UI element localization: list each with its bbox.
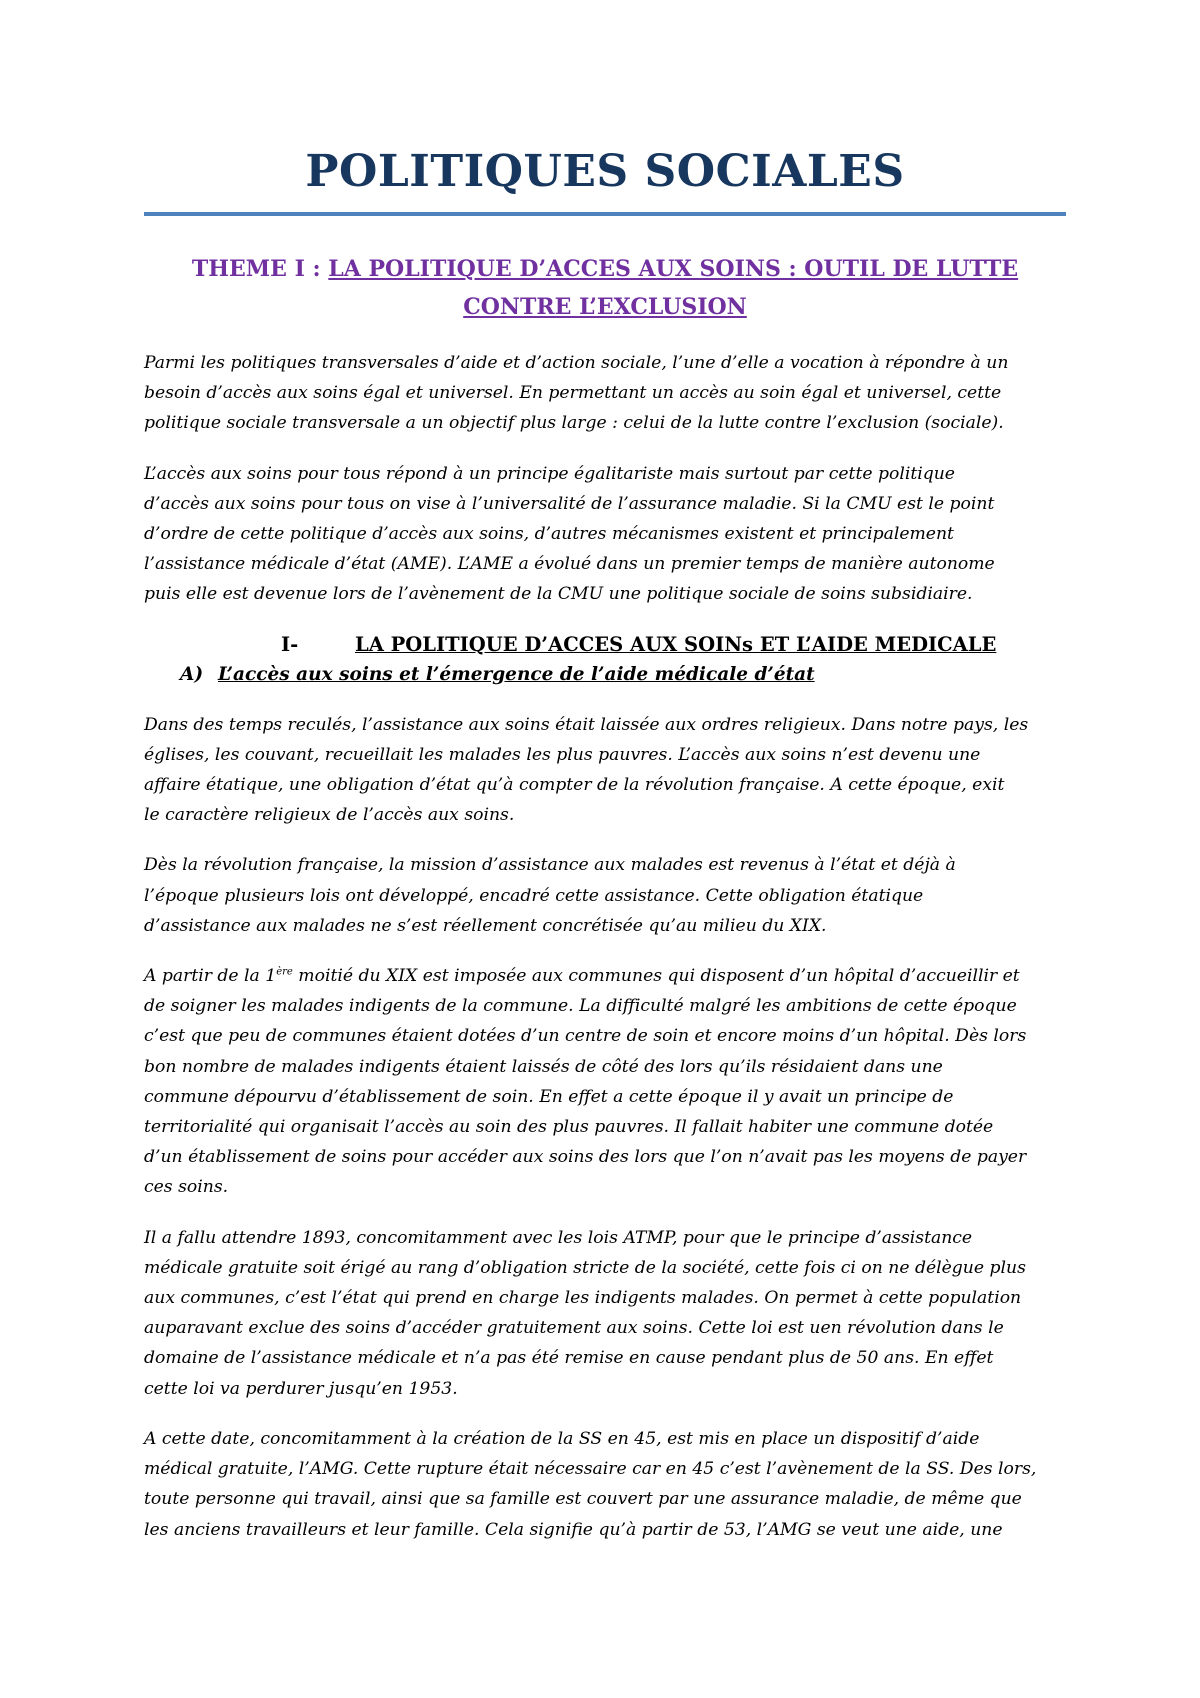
text-line: ces soins. — [144, 1177, 229, 1198]
text-line: Parmi les politiques transversales d’aide et d’action sociale, l’une d’elle a vocation à répondre à un — [144, 353, 1009, 373]
body-paragraph-2 — [144, 850, 1066, 941]
subsection-heading — [144, 660, 1066, 690]
theme-heading — [144, 250, 1066, 326]
text-line: médicale gratuite soit érigé au rang d’obligation stricte de la société, cette fois ci on ne délègue plus — [144, 1257, 1026, 1278]
text-line: aux communes, c’est l’état qui prend en charge les indigents malades. On permet à cette population — [144, 1288, 1022, 1309]
text-line: Dans des temps reculés, l’assistance aux soins était laissée aux ordres religieux. Dans notre pays, les — [144, 714, 1029, 735]
subsection-title: L’accès aux soins et l’émergence de l’aide médicale d’état — [218, 663, 815, 685]
text-line: A cette date, concomitamment à la création de la SS en 45, est mis en place un dispositif d’aide — [144, 1428, 980, 1449]
text-line: d’accès aux soins pour tous on vise à l’universalité de l’assurance maladie. Si la CMU est le point — [144, 493, 995, 514]
theme-title-line-2: CONTRE L’EXCLUSION — [463, 294, 747, 320]
text-line: commune dépourvu d’établissement de soin. En effet a cette époque il y avait un principe de — [144, 1086, 954, 1107]
text-line: d’assistance aux malades ne s’est réellement concrétisée qu’au milieu du XIX. — [144, 915, 827, 936]
intro-paragraph-2 — [144, 459, 1066, 610]
text-line: d’un établissement de soins pour accéder aux soins des lors que l’on n’avait pas les moyens de payer — [144, 1147, 1027, 1168]
text-line: L’accès aux soins pour tous répond à un principe égalitariste mais surtout par cette politique — [144, 463, 955, 484]
superscript: ère — [276, 966, 293, 978]
text-line: besoin d’accès aux soins égal et universel. En permettant un accès au soin égal et universel, cette — [144, 383, 1002, 404]
text-line — [144, 961, 1066, 991]
body-paragraph-5 — [144, 1424, 1066, 1545]
text-line: politique sociale transversale a un objectif plus large : celui de la lutte contre l’exclusion (sociale). — [144, 413, 1004, 434]
text-line: l’assistance médicale d’état (AME). L’AME a évolué dans un premier temps de manière autonome — [144, 554, 995, 575]
text-line: affaire étatique, une obligation d’état qu’à compter de la révolution française. A cette époque, exit — [144, 775, 1005, 796]
intro-paragraph-1 — [144, 348, 1066, 439]
text-line: églises, les couvant, recueillait les malades les plus pauvres. L’accès aux soins n’est devenu une — [144, 744, 981, 765]
text-line: médical gratuite, l’AMG. Cette rupture était nécessaire car en 45 c’est l’avènement de la SS. Des lors, — [144, 1459, 1037, 1480]
body-paragraph-1 — [144, 710, 1066, 831]
text-line: l’époque plusieurs lois ont développé, encadré cette assistance. Cette obligation étatique — [144, 885, 924, 906]
section-number: I- — [281, 632, 299, 656]
text-line: puis elle est devenue lors de l’avènement de la CMU une politique sociale de soins subsidiaire. — [144, 584, 973, 605]
section-title: LA POLITIQUE D’ACCES AUX SOINs ET L’AIDE MEDICALE — [355, 632, 997, 656]
text-line: les anciens travailleurs et leur famille. Cela signifie qu’à partir de 53, l’AMG se veut une aide, une — [144, 1519, 1003, 1540]
text-fragment: A partir de la 1 — [144, 966, 277, 987]
text-fragment: moitié du XIX est imposée aux communes qui disposent d’un hôpital d’accueillir et — [292, 966, 1020, 987]
text-line: cette loi va perdurer jusqu’en 1953. — [144, 1378, 458, 1399]
text-line: Il a fallu attendre 1893, concomitamment avec les lois ATMP, pour que le principe d’assistance — [144, 1227, 973, 1248]
theme-prefix: THEME I : — [191, 256, 329, 282]
text-line: le caractère religieux de l’accès aux soins. — [144, 805, 515, 826]
text-line: territorialité qui organisait l’accès au soin des plus pauvres. Il fallait habiter une commune dotée — [144, 1117, 994, 1138]
text-line: toute personne qui travail, ainsi que sa famille est couvert par une assurance maladie, de même que — [144, 1489, 1022, 1510]
document-page — [144, 0, 1066, 1545]
theme-title-line-1: LA POLITIQUE D’ACCES AUX SOINS : OUTIL DE LUTTE — [328, 256, 1019, 282]
text-line: de soigner les malades indigents de la commune. La difficulté malgré les ambitions de cette époque — [144, 996, 1017, 1017]
document-title: POLITIQUES SOCIALES — [305, 146, 905, 197]
body-paragraph-4 — [144, 1223, 1066, 1404]
section-heading — [144, 630, 1066, 660]
text-line: c’est que peu de communes étaient dotées d’un centre de soin et encore moins d’un hôpital. Dès lors — [144, 1026, 1027, 1047]
body-paragraph-3 — [144, 961, 1066, 1203]
text-line: bon nombre de malades indigents étaient laissés de côté des lors qu’ils résidaient dans une — [144, 1056, 943, 1077]
title-underline-rule — [144, 212, 1066, 216]
text-line: auparavant exclue des soins d’accéder gratuitement aux soins. Cette loi est uen révolution dans le — [144, 1318, 1004, 1339]
text-line: domaine de l’assistance médicale et n’a pas été remise en cause pendant plus de 50 ans. En effet — [144, 1348, 994, 1369]
subsection-number: A) — [180, 663, 204, 685]
text-line: Dès la révolution française, la mission d’assistance aux malades est revenus à l’état et déjà à — [144, 855, 956, 876]
text-line: d’ordre de cette politique d’accès aux soins, d’autres mécanismes existent et principalement — [144, 524, 954, 545]
